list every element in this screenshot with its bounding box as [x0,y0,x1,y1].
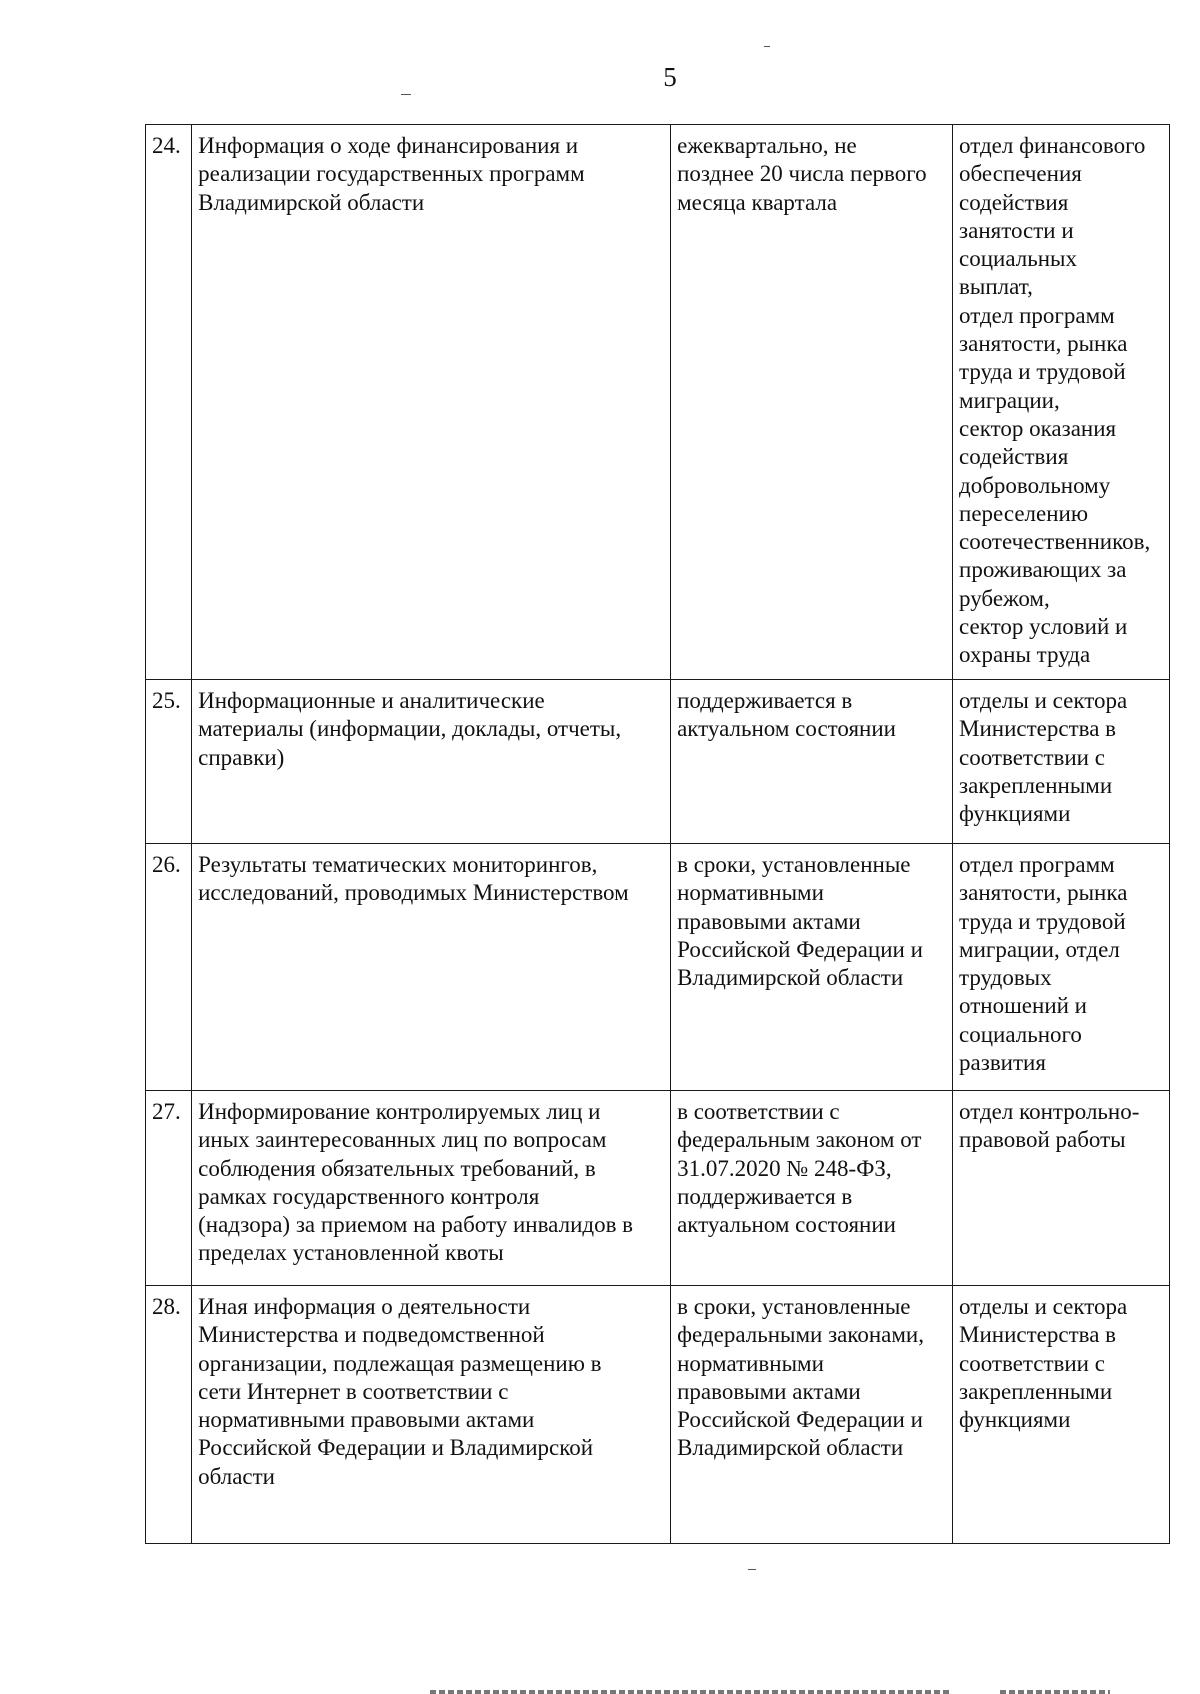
row-number: 25. [146,680,192,844]
row-number: 24. [146,125,192,680]
publication-period: в сроки, установленные нормативными правовыми актами Российской Федерации и Владимирской области [671,844,953,1091]
information-name: Информация о ходе финансирования и реализации государственных программ Владимирской области [192,125,671,680]
page-number: 5 [663,62,677,92]
row-number: 28. [146,1286,192,1544]
scan-artifact [748,1569,756,1570]
information-name: Информационные и аналитические материалы (информации, доклады, отчеты, справки) [192,680,671,844]
information-name: Результаты тематических мониторингов, исследований, проводимых Министерством [192,844,671,1091]
table-row [146,1286,1170,1544]
information-name: Информирование контролируемых лиц и иных заинтересованных лиц по вопросам соблюдения обязательных требований, в рамках государственного контроля (надзора) за приемом на работу инвалидов в пределах установленной квоты [192,1091,671,1286]
scan-artifact [1000,1690,1110,1694]
scan-artifact [430,1690,950,1694]
row-number: 27. [146,1091,192,1286]
information-table [145,124,1170,1544]
table-row [146,1091,1170,1286]
responsible-unit: отдел финансового обеспечения содействия занятости и социальных выплат, отдел программ занятости, рынка труда и трудовой миграции, сектор оказания содействия добровольному переселению соотечественников, проживающих за рубежом, сектор условий и охраны труда [953,125,1170,680]
publication-period: поддерживается в актуальном состоянии [671,680,953,844]
scan-artifact [401,94,411,95]
table-row [146,844,1170,1091]
responsible-unit: отдел программ занятости, рынка труда и трудовой миграции, отдел трудовых отношений и социального развития [953,844,1170,1091]
publication-period: в соответствии с федеральным законом от 31.07.2020 № 248-ФЗ, поддерживается в актуальном состоянии [671,1091,953,1286]
responsible-unit: отдел контрольно- правовой работы [953,1091,1170,1286]
publication-period: ежеквартально, не позднее 20 числа первого месяца квартала [671,125,953,680]
responsible-unit: отделы и сектора Министерства в соответствии с закрепленными функциями [953,1286,1170,1544]
information-name: Иная информация о деятельности Министерства и подведомственной организации, подлежащая размещению в сети Интернет в соответствии с нормативными правовыми актами Российской Федерации и Владимирской области [192,1286,671,1544]
scan-artifact [764,46,770,47]
table-row [146,125,1170,680]
row-number: 26. [146,844,192,1091]
table-row [146,680,1170,844]
publication-period: в сроки, установленные федеральными законами, нормативными правовыми актами Российской Федерации и Владимирской области [671,1286,953,1544]
responsible-unit: отделы и сектора Министерства в соответствии с закрепленными функциями [953,680,1170,844]
